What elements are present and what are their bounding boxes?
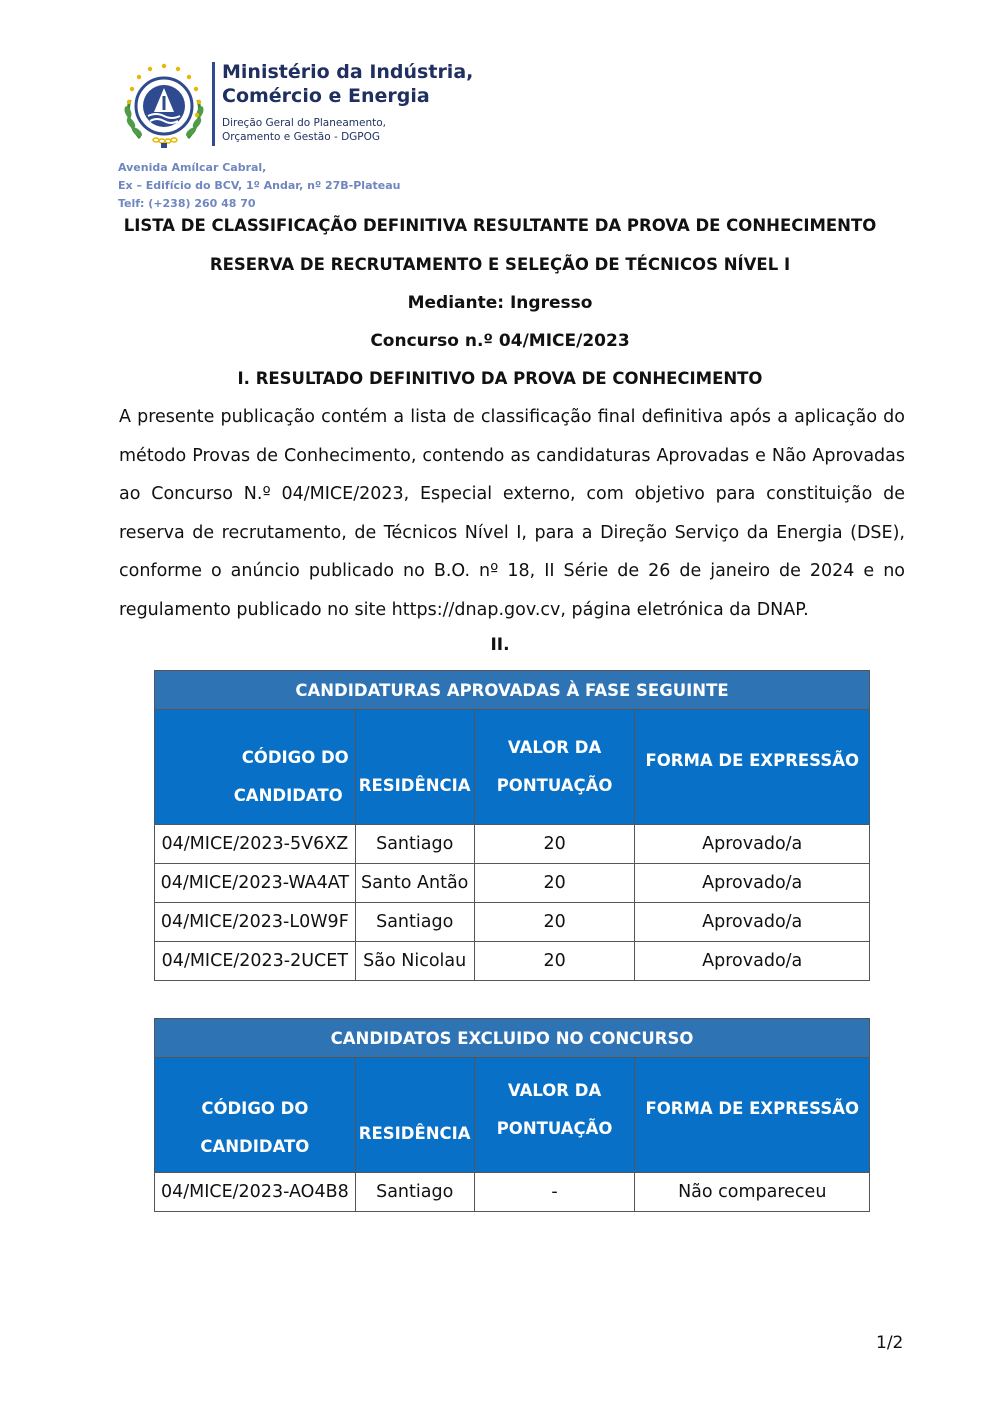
ministry-name xyxy=(222,60,473,108)
excluded-candidates-table xyxy=(154,1018,870,1212)
cell-score: 20 xyxy=(474,864,635,903)
approved-candidates-table xyxy=(154,670,870,981)
department-name-line2: Orçamento e Gestão - DGPOG xyxy=(222,131,381,143)
cell-score: - xyxy=(474,1173,635,1212)
cabo-verde-emblem-icon xyxy=(118,60,210,152)
header-residence-label: RESIDÊNCIA xyxy=(358,1124,471,1143)
department-name xyxy=(222,116,386,144)
address-line2: Ex – Edifício do BCV, 1º Andar, nº 27B-Plateau xyxy=(118,179,401,192)
header-score-line1: VALOR DA xyxy=(507,738,602,757)
cell-residence: Santiago xyxy=(355,825,474,864)
cell-code: 04/MICE/2023-AO4B8 xyxy=(155,1173,356,1212)
cell-code: 04/MICE/2023-5V6XZ xyxy=(155,825,356,864)
cell-result: Não compareceu xyxy=(635,1173,870,1212)
header-expression-label: FORMA DE EXPRESSÃO xyxy=(645,1099,860,1118)
ministry-name-line1: Ministério da Indústria, xyxy=(222,61,474,83)
cell-residence: São Nicolau xyxy=(355,942,474,981)
table-row xyxy=(155,864,870,903)
header-expression xyxy=(635,1058,870,1173)
table-row xyxy=(155,825,870,864)
header-score-line2: PONTUAÇÃO xyxy=(496,776,613,795)
header-residence xyxy=(355,710,474,825)
header-candidate-code-line1: CÓDIGO DO xyxy=(241,747,349,767)
header-score-line2: PONTUAÇÃO xyxy=(496,1119,613,1138)
cell-result: Aprovado/a xyxy=(635,942,870,981)
table-row xyxy=(155,942,870,981)
table-row xyxy=(155,1173,870,1212)
cell-code: 04/MICE/2023-2UCET xyxy=(155,942,356,981)
header-score xyxy=(474,710,635,825)
department-name-line1: Direção Geral do Planeamento, xyxy=(222,117,387,129)
cell-result: Aprovado/a xyxy=(635,825,870,864)
cell-residence: Santiago xyxy=(355,903,474,942)
header-residence-label: RESIDÊNCIA xyxy=(358,776,471,795)
cell-code: 04/MICE/2023-WA4AT xyxy=(155,864,356,903)
header-score xyxy=(474,1058,635,1173)
header-candidate-code xyxy=(155,710,356,825)
cell-score: 20 xyxy=(474,942,635,981)
header-residence xyxy=(355,1058,474,1173)
cell-residence: Santo Antão xyxy=(355,864,474,903)
admission-mode: Mediante: Ingresso xyxy=(407,293,593,313)
header-candidate-code-line2: CANDIDATO xyxy=(233,785,343,805)
header-candidate-code-line1: CÓDIGO DO xyxy=(201,1099,309,1118)
document-subtitle: RESERVA DE RECRUTAMENTO E SELEÇÃO DE TÉCNICOS NÍVEL I xyxy=(209,255,791,274)
cell-residence: Santiago xyxy=(355,1173,474,1212)
header-divider xyxy=(212,62,215,146)
header-expression xyxy=(635,710,870,825)
table-row xyxy=(155,903,870,942)
contest-number: Concurso n.º 04/MICE/2023 xyxy=(370,331,630,351)
document-title: LISTA DE CLASSIFICAÇÃO DEFINITIVA RESULTANTE DA PROVA DE CONHECIMENTO xyxy=(123,216,877,235)
header-score-line1: VALOR DA xyxy=(507,1081,602,1100)
cell-result: Aprovado/a xyxy=(635,864,870,903)
address-line1: Avenida Amílcar Cabral, xyxy=(118,161,267,174)
cell-result: Aprovado/a xyxy=(635,903,870,942)
ministry-name-line2: Comércio e Energia xyxy=(222,85,430,107)
intro-paragraph: A presente publicação contém a lista de classificação final definitiva após a aplicação do método Provas de Conhecimento, contendo as candidaturas Aprovadas e Não Aprovadas ao Concurso N.º 04/MICE/2023, Especial externo, com objetivo para constituição de reserva de recrutamento, de Técnicos Nível I, para a Direção Serviço da Energia (DSE), conforme o anúncio publicado no B.O. nº 18, II Série de 26 de janeiro de 2024 e no regulamento publicado no site https://dnap.gov.cv, página eletrónica da DNAP. xyxy=(119,407,905,620)
header-candidate-code-line2: CANDIDATO xyxy=(200,1137,310,1156)
approved-table-caption: CANDIDATURAS APROVADAS À FASE SEGUINTE xyxy=(155,671,870,710)
cell-score: 20 xyxy=(474,825,635,864)
ministry-header xyxy=(118,58,538,158)
section-1-heading: I. RESULTADO DEFINITIVO DA PROVA DE CONHECIMENTO xyxy=(237,369,763,388)
header-expression-label: FORMA DE EXPRESSÃO xyxy=(645,751,860,770)
address-block xyxy=(118,159,400,213)
cell-score: 20 xyxy=(474,903,635,942)
page-number: 1/2 xyxy=(876,1333,904,1353)
cell-code: 04/MICE/2023-L0W9F xyxy=(155,903,356,942)
section-2-heading: II. xyxy=(490,635,510,655)
header-candidate-code xyxy=(155,1058,356,1173)
excluded-table-caption: CANDIDATOS EXCLUIDO NO CONCURSO xyxy=(155,1019,870,1058)
address-phone: Telf: (+238) 260 48 70 xyxy=(118,197,256,210)
